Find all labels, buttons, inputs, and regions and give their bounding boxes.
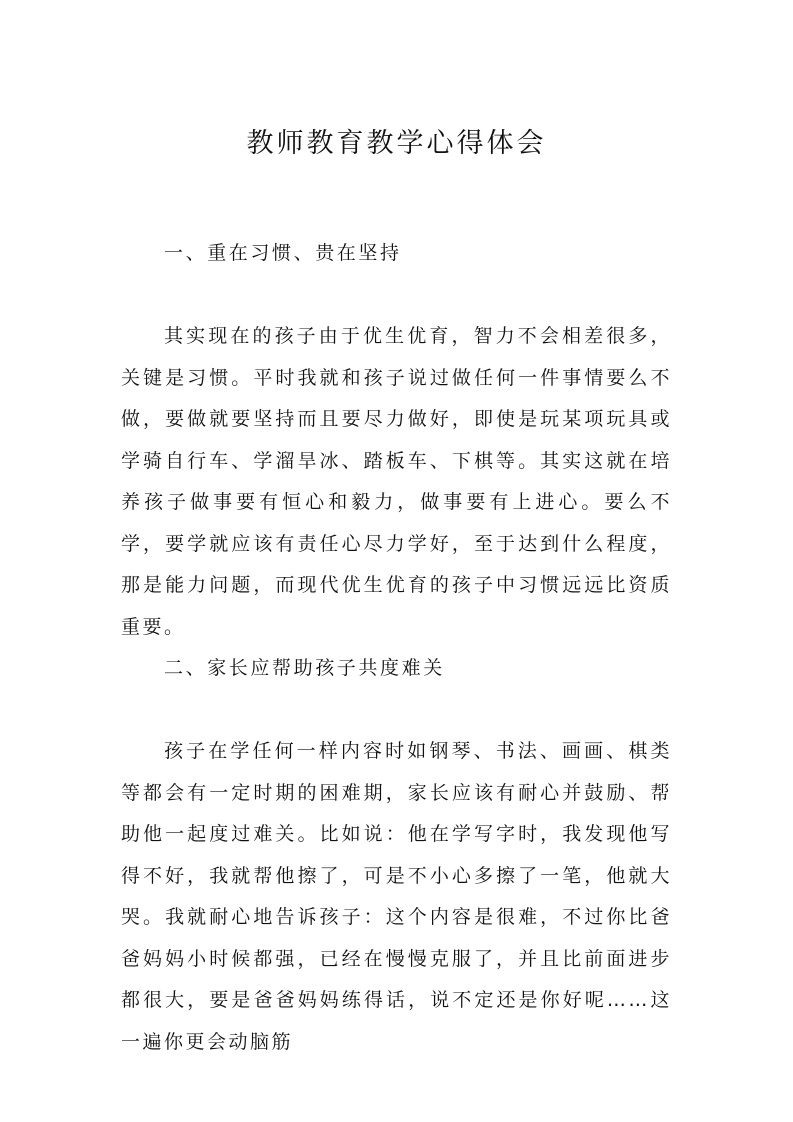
section-paragraph-1: 其实现在的孩子由于优生优育，智力不会相差很多，关键是习惯。平时我就和孩子说过做任何一件事情要么不做，要做就要坚持而且要尽力做好，即使是玩某项玩具或学骑自行车、学溜旱冰、踏板车、下棋等。其实这就在培养孩子做事要有恒心和毅力，做事要有上进心。要么不学，要学就应该有责任心尽力学好，至于达到什么程度，那是能力问题，而现代优生优育的孩子中习惯远远比资质重要。 xyxy=(121,325,672,638)
section-heading-1: 一、重在习惯、贵在坚持 xyxy=(164,242,402,264)
section-paragraph-2: 孩子在学任何一样内容时如钢琴、书法、画画、棋类等都会有一定时期的困难期，家长应该有耐心并鼓励、帮助他一起度过难关。比如说：他在学写字时，我发现他写得不好，我就帮他擦了，可是不小心多擦了一笔，他就大哭。我就耐心地告诉孩子：这个内容是很难，不过你比爸爸妈妈小时候都强，已经在慢慢克服了，并且比前面进步都很大，要是爸爸妈妈练得话，说不定还是你好呢……这一遍你更会动脑筋 xyxy=(121,740,672,1053)
document-title: 教师教育教学心得体会 xyxy=(246,128,547,159)
section-heading-2: 二、家长应帮助孩子共度难关 xyxy=(164,657,445,679)
